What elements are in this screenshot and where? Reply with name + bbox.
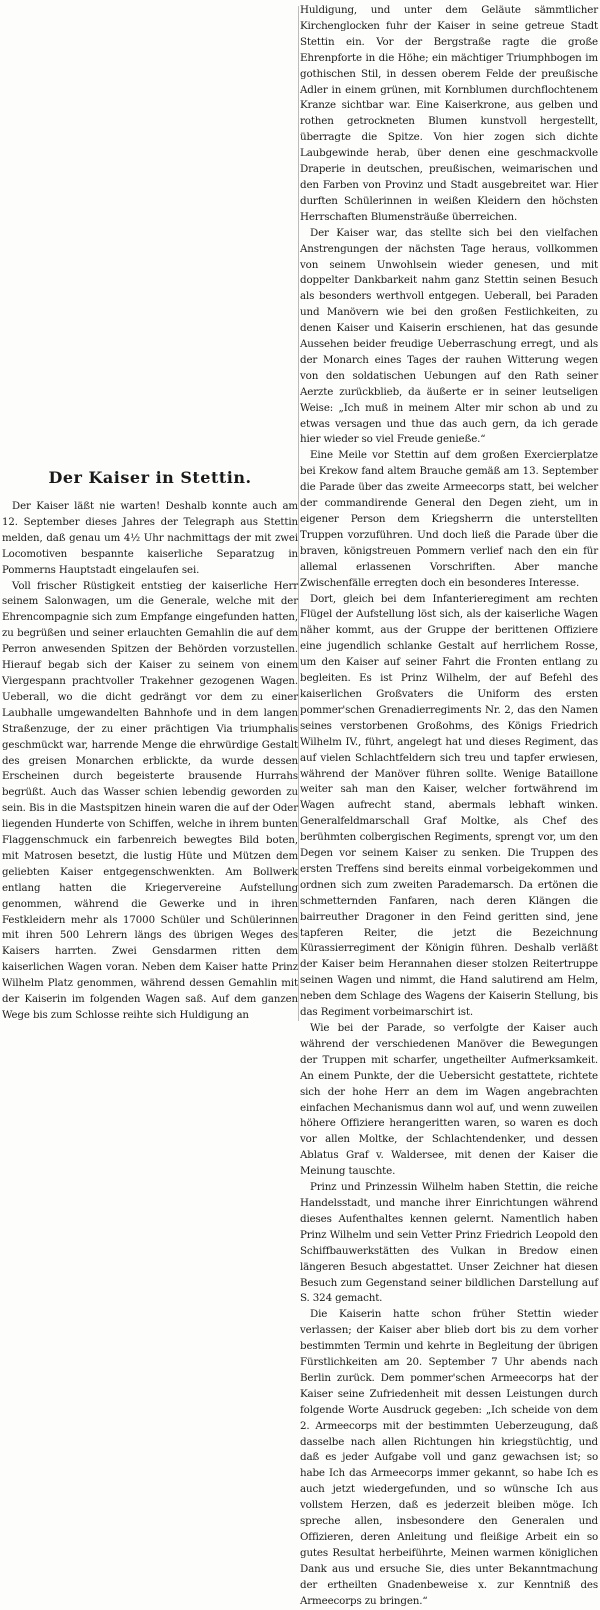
article-paragraph: Wie bei der Parade, so verfolgte der Kaiser auch während der verschiedenen Manöver die Bewegungen der Truppen mit scharfer, ungetheilter Aufmerksamkeit. An einem Punkte, der die Uebersicht gestattete, richtete sich der hohe Herr an dem im Wagen angebrachten einfachen Mechanismus dann wol auf, und wenn zuweilen höhere Offiziere herangeritten waren, so waren es doch vor allen Moltke, der Schlachtendenker, und dessen Ablatus Graf v. Waldersee, mit denen der Kaiser die Meinung tauschte. bbox=[300, 1022, 598, 1178]
article-paragraph: Der Kaiser läßt nie warten! Deshalb konnte auch am 12. September dieses Jahres der Telegraph aus Stettin melden, daß genau um 4½ Uhr nachmittags der mit zwei Locomotiven bespannte kaiserliche Separatzug in Pommerns Hauptstadt eingelaufen sei. bbox=[2, 501, 298, 576]
article-paragraph: Prinz und Prinzessin Wilhelm haben Stettin, die reiche Handelsstadt, und manche ihrer Einrichtungen während dieses Aufenthaltes kennen gelernt. Namentlich haben Prinz Wilhelm und sein Vetter Prinz Friedrich Leopold den Schiffbauwerkstätten des Vulkan in Bredow einen längeren Besuch abgestattet. Unser Zeichner hat diesen Besuch zum Gegenstand seiner bildlichen Darstellung auf S. 324 gemacht. bbox=[300, 1181, 598, 1305]
left-column bbox=[2, 3, 298, 1025]
article-paragraph: Eine Meile vor Stettin auf dem großen Exercierplatze bei Krekow fand altem Brauche gemäß am 13. September die Parade über das zweite Armeecorps statt, bei welcher der commandirende General den Degen zieht, um in eigener Person dem Kriegsherrn die unterstellten Truppen vorzuführen. Und doch ließ die Parade über die braven, königstreuen Pommern verlief nach den ein für allemal erlassenen Vorschriften. Aber manche Zwischenfälle erregten doch ein besonderes Interesse. bbox=[300, 449, 598, 589]
article-title: Der Kaiser in Stettin. bbox=[48, 468, 252, 487]
article-paragraph-continuation: Huldigung, und unter dem Geläute sämmtlicher Kirchenglocken fuhr der Kaiser in seine getreue Stadt Stettin ein. Vor der Bergstraße ragte die große Ehrenpforte in die Höhe; ein mächtiger Triumphbogen im gothischen Stil, in dessen oberem Felde der preußische Adler in einem grünen, mit Kornblumen durchflochtenem Kranze sichtbar war. Eine Kaiserkrone, aus gelben und rothen getrockneten Blumen kunstvoll hergestellt, überragte die Spitze. Von hier zogen sich dichte Laubgewinde herab, über denen eine geschmackvolle Draperie in deutschen, preußischen, weimarischen und den Farben von Provinz und Stadt ausgebreitet war. Hier durften Schülerinnen in weißen Kleidern den höchsten Herrschaften Blumensträuße überreichen. bbox=[300, 4, 598, 223]
column-divider bbox=[298, 6, 299, 1021]
article-paragraph: Die Kaiserin hatte schon früher Stettin wieder verlassen; der Kaiser aber blieb dort bis zu dem vorher bestimmten Termin und kehrte in Begleitung der übrigen Fürstlichkeiten am 20. September 7 Uhr abends nach Berlin zurück. Dem pommer'schen Armeecorps hat der Kaiser seine Zufriedenheit mit dessen Leistungen durch folgende Worte Ausdruck gegeben: „Ich scheide von dem 2. Armeecorps mit der bestimmten Ueberzeugung, daß dasselbe nach allen Richtungen hin kriegstüchtig, und daß es jeder Aufgabe voll und ganz gewachsen ist; so habe Ich das Armeecorps immer gekannt, so habe Ich es auch jetzt wiedergefunden, und so wünsche Ich aus vollstem Herzen, daß es jederzeit bleiben möge. Ich spreche allen, insbesondere den Generalen und Offizieren, deren Anleitung und fleißige Arbeit ein so gutes Resultat herbeiführte, Meinen warmen königlichen Dank aus und ersuche Sie, dies unter Bekanntmachung der ertheilten Gnadenbeweise x. zur Kenntniß des Armeecorps zu bringen.“ bbox=[300, 1308, 598, 1607]
article-paragraph: Voll frischer Rüstigkeit entstieg der kaiserliche Herr seinem Salonwagen, um die Generale, welche mit der Ehrencompagnie sich zum Empfange eingefunden hatten, zu begrüßen und seiner erlauchten Gemahlin die auf dem Perron anwesenden Spitzen der Behörden vorzustellen. Hierauf begab sich der Kaiser zu seinem von einem Viergespann prachtvoller Trakehner gezogenen Wagen. Ueberall, wo die dicht gedrängt vor dem zu einer Laubhalle umgewandelten Bahnhofe und in dem langen Straßenzuge, der zu einer prächtigen Via triumphalis geschmückt war, harrende Menge die ehrwürdige Gestalt des greisen Monarchen erblickte, da wurde dessen Erscheinen durch begeisterte brausende Hurrahs begrüßt. Auch das Wasser schien lebendig geworden zu sein. Bis in die Mastspitzen hinein waren die auf der Oder liegenden Hunderte von Schiffen, welche in ihrem bunten Flaggenschmuck ein farbenreich bewegtes Bild boten, mit Matrosen besetzt, die lustig Hüte und Mützen dem geliebten Kaiser entgegenschwenkten. Am Bollwerk entlang hatten die Kriegervereine Aufstellung genommen, während die Gewerke und in ihren Festkleidern mehr als 17000 Schüler und Schülerinnen mit ihren 500 Lehrern längs des übrigen Weges des Kaisers harrten. Zwei Gensdarmen ritten dem kaiserlichen Wagen voran. Neben dem Kaiser hatte Prinz Wilhelm Platz genommen, während dessen Gemahlin mit der Kaiserin im folgenden Wagen saß. Auf dem ganzen Wege bis zum Schlosse reihte sich Huldigung an bbox=[2, 580, 298, 1021]
article-paragraph: Der Kaiser war, das stellte sich bei den vielfachen Anstrengungen der nächsten Tage heraus, vollkommen von seinem Unwohlsein wieder genesen, und mit doppelter Dankbarkeit nahm ganz Stettin seinen Besuch als besonders werthvoll entgegen. Ueberall, bei Paraden und Manövern wie bei den großen Festlichkeiten, zu denen Kaiser und Kaiserin erschienen, hat das gesunde Aussehen beider freudige Ueberraschung erregt, und als der Monarch eines Tages der rauhen Witterung wegen von den soldatischen Uebungen auf den Rath seiner Aerzte zurückblieb, da äußerte er in seiner leutseligen Weise: „Ich muß in meinem Alter mir schon ab und zu etwas versagen und thue das auch gern, da ich gerade hier wieder so viel Freude genieße.“ bbox=[300, 226, 598, 446]
article-paragraph: Dort, gleich bei dem Infanterieregiment am rechten Flügel der Aufstellung löst sich, als der kaiserliche Wagen näher kommt, aus der Gruppe der berittenen Offiziere eine jugendlich schlanke Gestalt auf herrlichem Rosse, um den Kaiser auf seiner Fahrt die Fronten entlang zu begleiten. Es ist Prinz Wilhelm, der auf Befehl des kaiserlichen Großvaters die Uniform des ersten pommer'schen Grenadierregiments Nr. 2, das den Namen seines verstorbenen Großohms, des Königs Friedrich Wilhelm IV., führt, angelegt hat und dieses Regiment, das auf vielen Schlachtfeldern sich treu und tapfer erwiesen, während der Manöver führen sollte. Wenige Bataillone weiter sah man den Kaiser, welcher fortwährend im Wagen aufrecht stand, abermals lebhaft winken. Generalfeldmarschall Graf Moltke, als Chef des berühmten colbergischen Regiments, sprengt vor, um den Degen vor seinem Kaiser zu senken. Die Truppen des ersten Treffens sind bereits einmal vorbeigekommen und ordnen sich zum zweiten Parademarsch. Da ertönen die schmetternden Fanfaren, nach deren Klängen die bairreuther Dragoner in den Feind geritten sind, jene tapferen Reiter, die jetzt die Bezeichnung Kürassierregiment der Königin führen. Deshalb verläßt der Kaiser beim Herannahen dieser stolzen Reitertruppe seinen Wagen und nimmt, die Hand salutirend am Helm, neben dem Schlage des Wagens der Kaiserin Stellung, bis das Regiment vorbeimarschirt ist. bbox=[300, 592, 598, 1019]
blank-area bbox=[2, 3, 298, 468]
right-column bbox=[300, 3, 598, 1607]
